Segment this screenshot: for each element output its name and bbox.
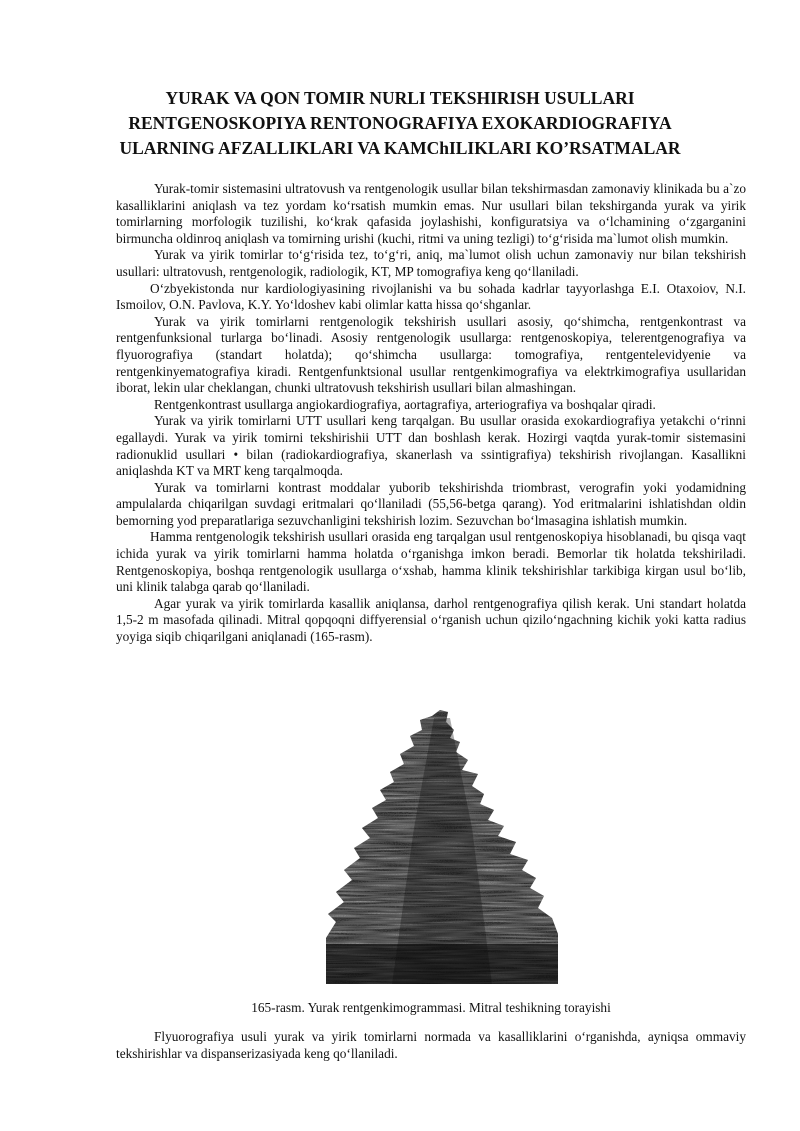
paragraph: Yurak va tomirlarni kontrast moddalar yuborib tekshirishda triombrast, verografin yoki yodamidning ampulalarda chiqarilgan suvdagi eritmalari qoʻllaniladi (55,56-betga qarang). Yod eritmalarini ishlatishdan oldin bemorning yod preparatlariga sezuvchanligini tekshirish lozim. Sezuvchan boʻlmasagina ishlatish mumkin. — [116, 479, 746, 528]
paragraph: Rentgenkontrast usullarga angiokardiografiya, aortagrafiya, arteriografiya va boshqalar qiradi. — [154, 396, 656, 412]
paragraph: Yurak va yirik tomirlarni UTT usullari keng tarqalgan. Bu usullar orasida exokardiografiya yetakchi oʻrinni egallaydi. Yurak va yirik tomirni tekshirishii UTT dan boshlash kerak. Hozirgi vaqtda yurak-tomir sistemasini radionuklid usullari • bilan (radiokardiografiya, skanerlash va ssintigrafiya) tekshirish rivojlangan. Kasallikni aniqlashda KT va MRT keng tarqalmoqda. — [116, 413, 746, 479]
body-text — [116, 181, 746, 646]
xray-figure — [322, 708, 562, 986]
paragraph: Yurak va yirik tomirlarni rentgenologik tekshirish usullari asosiy, qoʻshimcha, rentgenkontrast va rentgenfunksional turlarga boʻlinadi. Asosiy rentgenologik usullarga: rentgenoskopiya, telerentgenografiya va flyuorografiya (standart holatda); qoʻshimcha usullarga: tomografiya, rentgentelevidyenie va rentgenkinyematografiya kiradi. Rentgenfunktsional usullar rentgenkimografiya va elektrkimografiya usullaridan iborat, lekin ular cheklangan, chunki ultratovush tekshirish usullari bilan almashingan. — [116, 313, 746, 396]
closing-text — [116, 1029, 746, 1062]
paragraph: Flyuorografiya usuli yurak va yirik tomirlarni normada va kasalliklarini oʻrganishda, ayniqsa ommaviy tekshirishlar va dispanserizasiyada keng qoʻllaniladi. — [116, 1029, 746, 1061]
title-line-1: YURAK VA QON TOMIR NURLI TEKSHIRISH USULLARI — [165, 88, 635, 108]
title-line-2: RENTGENOSKOPIYA RENTONOGRAFIYA EXOKARDIOGRAFIYA — [128, 113, 672, 133]
paragraph: Oʻzbyekistonda nur kardiologiyasining rivojlanishi va bu sohada kadrlar tayyorlashga E.I. Otaxoiov, N.I. Ismoilov, O.N. Pavlova, K.Y. Yoʻldoshev kabi olimlar katta hissa qoʻshganlar. — [116, 280, 746, 313]
paragraph: Yurak-tomir sistemasini ultratovush va rentgenologik usullar bilan tekshirmasdan zamonaviy klinikada bu a`zo kasalliklarini aniqlash va tez yordam koʻrsatish mumkin emas. Nur usullari bilan tekshirganda yurak va yirik tomirlarning morfologik tuzilishi, koʻkrak qafasida joylashishi, konfiguratsiya va oʻlchamining oʻzgarganini birmuncha oldinroq aniqlash va tomirning urishi (kuchi, ritmi va uning tezligi) toʻgʻrisida ma`lumot olish mumkin. — [116, 181, 746, 246]
title-line-3: ULARNING AFZALLIKLARI VA KAMChILIKLARI KO’RSATMALAR — [119, 138, 681, 158]
paragraph: Yurak va yirik tomirlar toʻgʻrisida tez, toʻgʻri, aniq, ma`lumot olish uchun zamonaviy nur bilan tekshirish usullari: ultratovush, rentgenologik, radiologik, KT, MP tomografiya keng qoʻllaniladi. — [116, 247, 746, 279]
roentgenkymogram-image — [322, 708, 562, 986]
figure-caption: 165-rasm. Yurak rentgenkimogrammasi. Mitral teshikning torayishi — [251, 1000, 611, 1015]
paragraph: Agar yurak va yirik tomirlarda kasallik aniqlansa, darhol rentgenografiya qilish kerak. Uni standart holatda 1,5-2 m masofada qilinadi. Mitral qopqoqni diffyerensial oʻrganish uchun qiziloʻngachning kichik yoki katta radius yoyiga siqib chiqarilgani aniqlanadi (165-rasm). — [116, 595, 746, 645]
document-title — [80, 86, 720, 161]
paragraph: Hamma rentgenologik tekshirish usullari orasida eng tarqalgan usul rentgenoskopiya hisoblanadi, bu qisqa vaqt ichida yurak va yirik tomirlarni hamma holatda oʻrganishga imkon beradi. Bemorlar tik holatda tekshiriladi. Rentgenoskopiya, boshqa rentgenologik usullarga oʻxshab, hamma klinik tekshirishlar tarkibiga kirgan usul boʻlib, uni klinik talabga qarab qoʻllaniladi. — [116, 529, 746, 595]
